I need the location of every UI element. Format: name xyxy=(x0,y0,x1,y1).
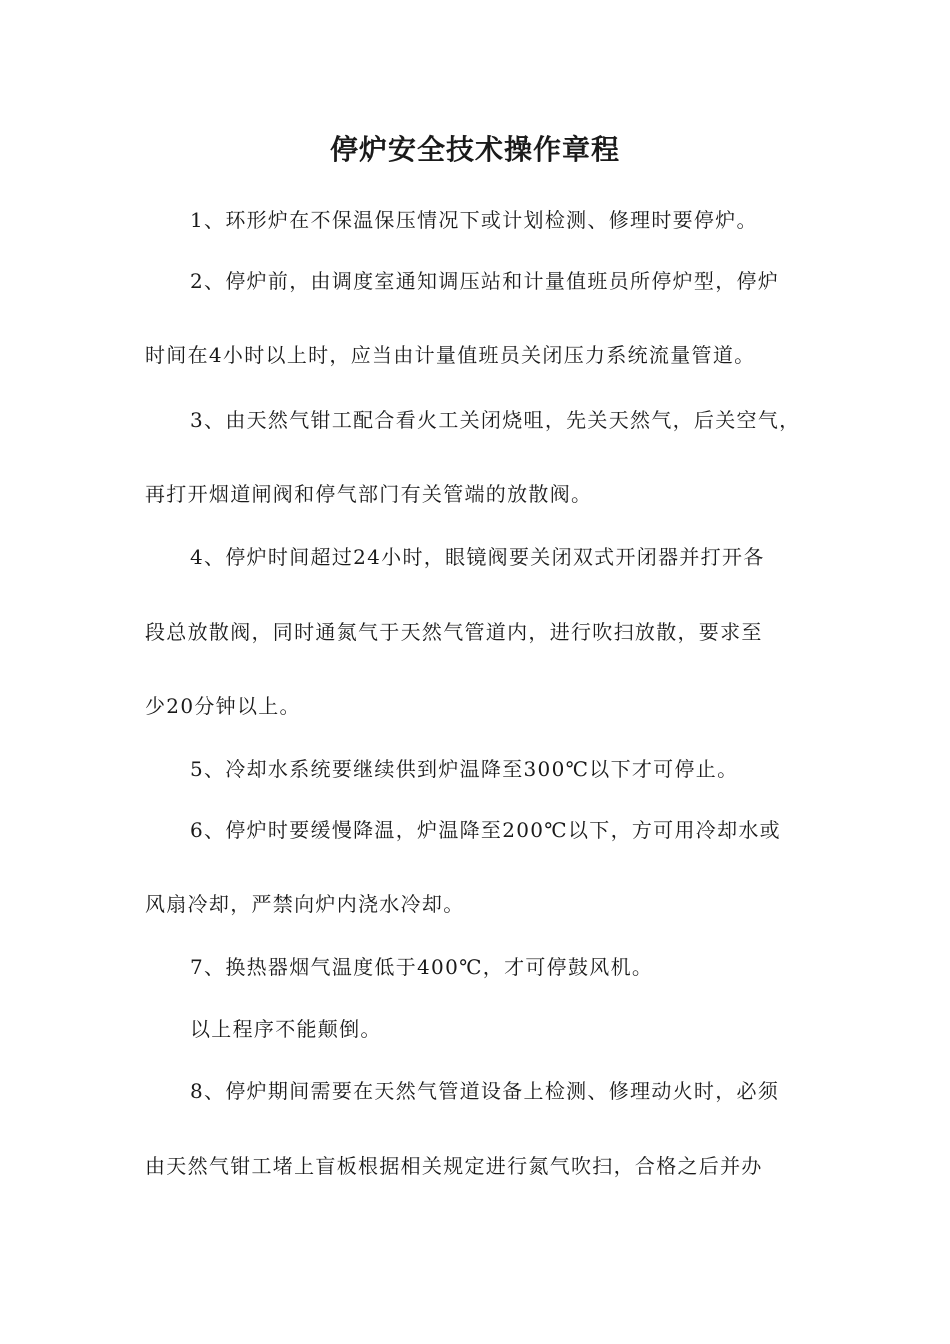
paragraph-2-line-2: 时间在4小时以上时，应当由计量值班员关闭压力系统流量管道。 xyxy=(145,343,756,367)
paragraph-3-line-2: 再打开烟道闸阀和停气部门有关管端的放散阀。 xyxy=(145,482,593,506)
paragraph-4-line-2: 段总放散阀，同时通氮气于天然气管道内，进行吹扫放散，要求至 xyxy=(145,620,763,644)
paragraph-6-line-2: 风扇冷却，严禁向炉内浇水冷却。 xyxy=(145,892,465,916)
paragraph-4-line-3: 少20分钟以上。 xyxy=(145,694,301,718)
paragraph-7-note: 以上程序不能颠倒。 xyxy=(190,1017,382,1041)
document-title: 停炉安全技术操作章程 xyxy=(329,133,620,166)
paragraph-7-line-1: 7、换热器烟气温度低于400℃，才可停鼓风机。 xyxy=(190,955,654,979)
paragraph-1-line-1: 1、环形炉在不保温保压情况下或计划检测、修理时要停炉。 xyxy=(190,208,758,232)
paragraph-4-line-1: 4、停炉时间超过24小时，眼镜阀要关闭双式开闭器并打开各 xyxy=(190,545,765,569)
paragraph-2-line-1: 2、停炉前，由调度室通知调压站和计量值班员所停炉型，停炉 xyxy=(190,269,780,293)
paragraph-3-line-1: 3、由天然气钳工配合看火工关闭烧咀，先关天然气，后关空气， xyxy=(190,408,801,432)
paragraph-8-line-2: 由天然气钳工堵上盲板根据相关规定进行氮气吹扫，合格之后并办 xyxy=(145,1154,763,1178)
paragraph-5-line-1: 5、冷却水系统要继续供到炉温降至300℃以下才可停止。 xyxy=(190,757,739,781)
paragraph-8-line-1: 8、停炉期间需要在天然气管道设备上检测、修理动火时，必须 xyxy=(190,1079,780,1103)
paragraph-6-line-1: 6、停炉时要缓慢降温，炉温降至200℃以下，方可用冷却水或 xyxy=(190,818,781,842)
